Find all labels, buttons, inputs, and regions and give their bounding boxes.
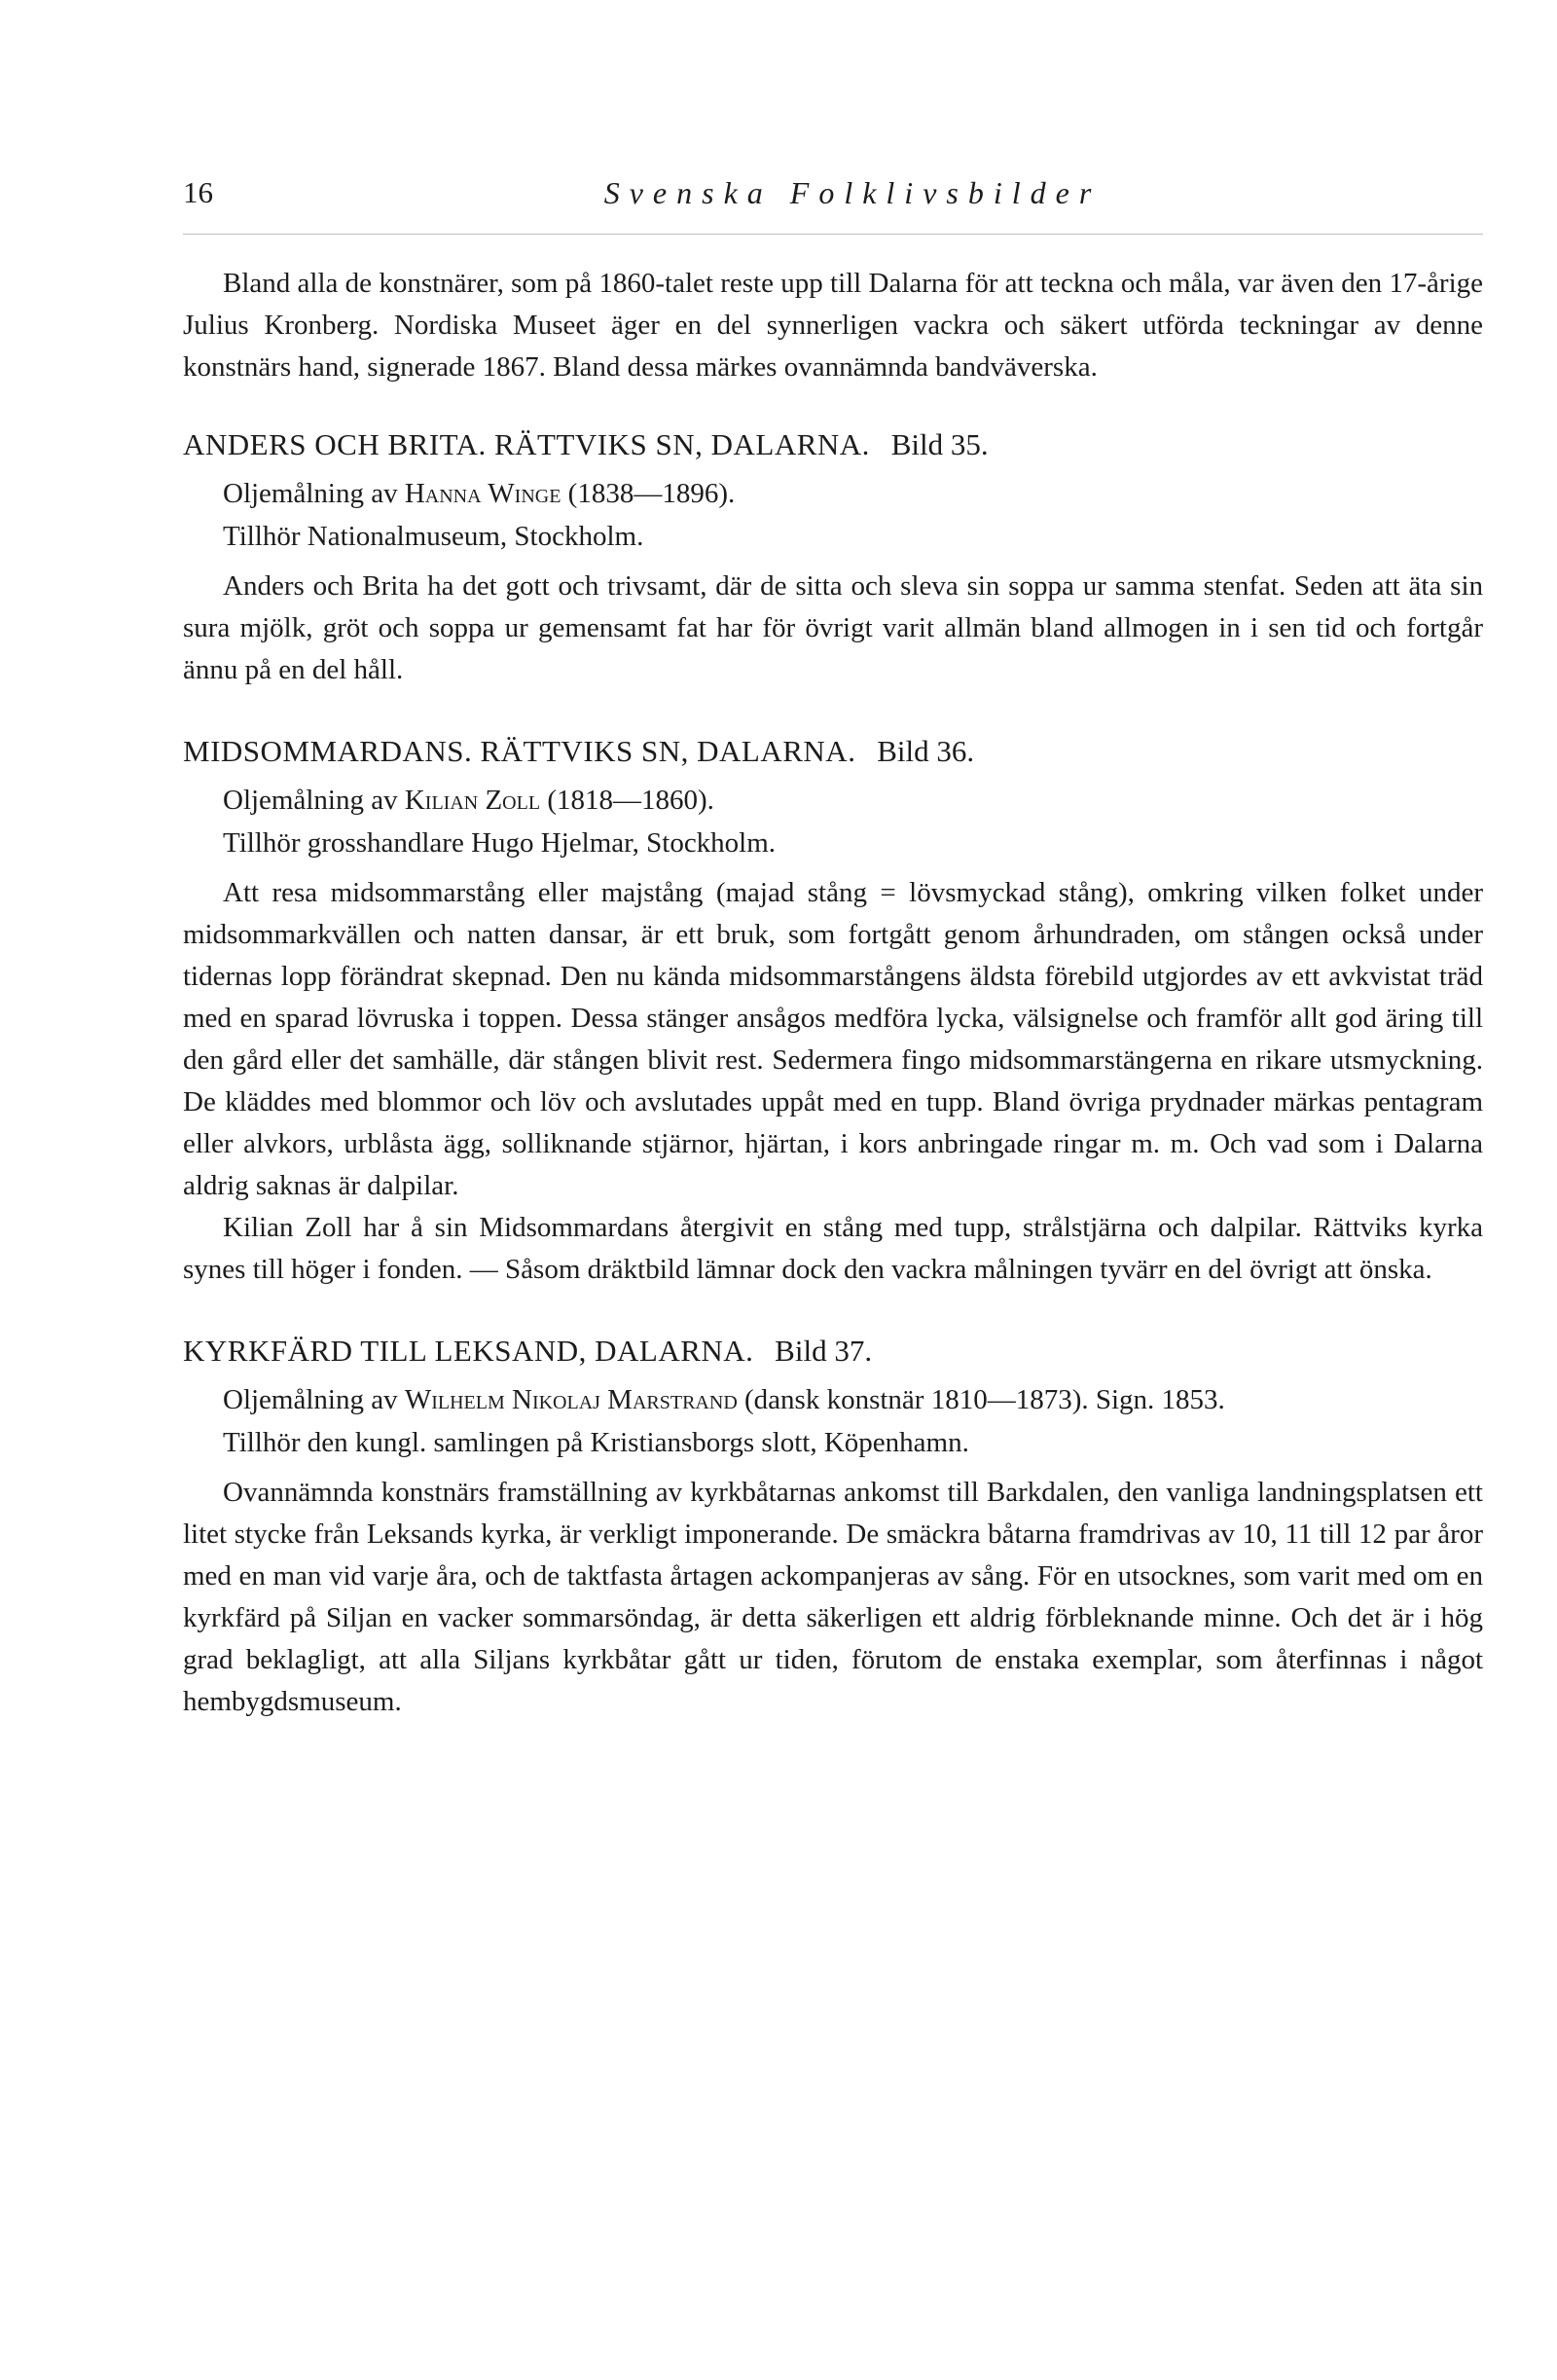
entry-owner: Tillhör Nationalmuseum, Stockholm. (223, 521, 644, 552)
entry-paragraph: Kilian Zoll har å sin Midsommardans återgivit en stång med tupp, strålstjärna och dalpilar. Rättviks kyrka synes till höger i fonden. — Såsom dräktbild lämnar dock den vackra målningen tyvärr en del övrigt att önska. (183, 1212, 1483, 1285)
entry-artist: Wilhelm Nikolaj Marstrand (404, 1384, 738, 1415)
entry-figure-ref: Bild 35. (890, 427, 989, 461)
entry-kyrkfard-till-leksand (183, 1330, 1483, 1723)
entry-owner: Tillhör grosshandlare Hugo Hjelmar, Stockholm. (223, 827, 777, 859)
entry-title: MIDSOMMARDANS. RÄTTVIKS SN, DALARNA. (183, 734, 856, 768)
entry-paragraph: Anders och Brita ha det gott och trivsamt, där de sitta och sleva sin soppa ur samma stenfat. Seden att äta sin sura mjölk, gröt och soppa ur gemensamt fat har för övrigt varit allmän bland allmogen in i sen tid och fortgår ännu på en del håll. (183, 570, 1483, 685)
entry-heading (183, 730, 1483, 773)
entry-heading (183, 423, 1483, 466)
entry-artist: Hanna Winge (404, 478, 561, 509)
entry-title: ANDERS OCH BRITA. RÄTTVIKS SN, DALARNA. (183, 427, 870, 461)
entry-medium: Oljemålning av Kilian Zoll (1818—1860). (223, 785, 714, 816)
entry-paragraph: Att resa midsommarstång eller majstång (majad stång = lövsmyckad stång), omkring vilken folket under midsommarkvällen och natten dansar, är ett bruk, som fortgått genom århundraden, om stången också under tidernas lopp förändrat skepnad. Den nu kända midsommarstångens äldsta förebild utgjordes av ett avkvistat träd med en sparad lövruska i toppen. Dessa stänger ansågos medföra lycka, välsignelse och framför allt god äring till den gård eller det samhälle, där stången blivit rest. Sedermera fingo midsommarstängerna en rikare utsmyckning. De kläddes med blommor och löv och avslutades uppåt med en tupp. Bland övriga prydnader märkas pentagram eller alvkors, urblåsta ägg, solliknande stjärnor, hjärtan, i kors anbringade ringar m. m. Och vad som i Dalarna aldrig saknas är dalpilar. (183, 877, 1483, 1201)
entry-medium: Oljemålning av Wilhelm Nikolaj Marstrand (dansk konstnär 1810—1873). Sign. 1853. (223, 1384, 1225, 1415)
entry-heading (183, 1330, 1483, 1373)
entry-owner: Tillhör den kungl. samlingen på Kristiansborgs slott, Köpenhamn. (223, 1427, 969, 1458)
header-rule (183, 234, 1483, 235)
page-number: 16 (183, 175, 213, 209)
entry-artist: Kilian Zoll (404, 785, 541, 816)
entry-midsommardans (183, 730, 1483, 1291)
entry-title: KYRKFÄRD TILL LEKSAND, DALARNA. (183, 1334, 754, 1368)
entry-figure-ref: Bild 36. (877, 734, 975, 768)
page-header (183, 175, 1483, 224)
page-body (183, 263, 1483, 1762)
entry-figure-ref: Bild 37. (775, 1334, 873, 1368)
entry-paragraph: Ovannämnda konstnärs framställning av kyrkbåtarnas ankomst till Barkdalen, den vanliga landningsplatsen ett litet stycke från Leksands kyrka, är verkligt imponerande. De smäckra båtarna framdrivas av 10, 11 till 12 par åror med en man vid varje åra, och de taktfasta årtagen ackompanjeras av sång. För en utsocknes, som varit med om en kyrkfärd på Siljan en vacker sommarsöndag, är detta säkerligen ett aldrig förbleknande minne. Och det är i hög grad beklagligt, att alla Siljans kyrkbåtar gått ur tiden, förutom de enstaka exemplar, som återfinnas i något hembygdsmuseum. (183, 1477, 1483, 1717)
entry-medium: Oljemålning av Hanna Winge (1838—1896). (223, 478, 736, 509)
running-title: Svenska Folklivsbilder (603, 175, 1102, 210)
entry-anders-och-brita (183, 423, 1483, 691)
intro-paragraph: Bland alla de konstnärer, som på 1860-talet reste upp till Dalarna för att teckna och måla, var även den 17-årige Julius Kronberg. Nordiska Museet äger en del synnerligen vackra och säkert utförda teckningar av denne konstnärs hand, signerade 1867. Bland dessa märkes ovannämnda bandväverska. (183, 268, 1483, 383)
